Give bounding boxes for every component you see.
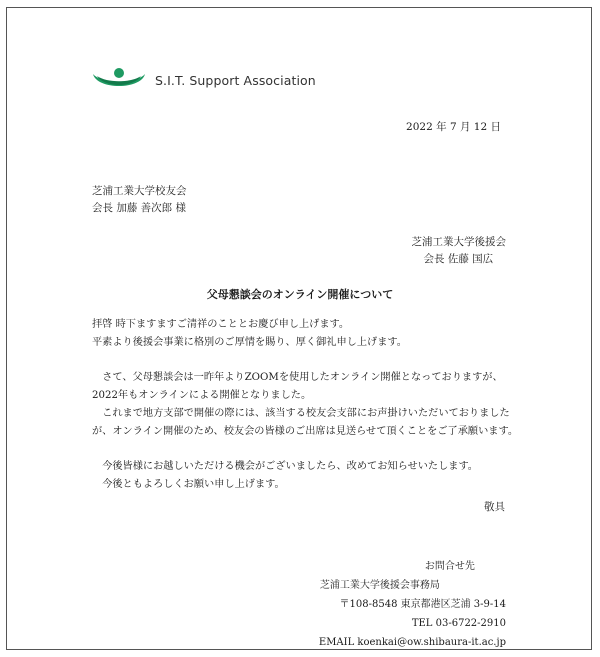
sender-organization: 芝浦工業大学後援会 [411,236,506,248]
letter-title: 父母懇談会のオンライン開催について [206,288,394,301]
paragraph: 平素より後援会事業に格別のご厚情を賜り、厚く御礼申し上げます。 [92,336,407,348]
contact-address: 〒108-8548 東京都港区芝浦 3-9-14 [339,599,506,610]
letter-body [92,316,522,494]
paragraph: 今後皆様にお越しいただける機会がございましたら、改めてお知らせいたします。 [102,461,478,473]
recipient-block [92,183,187,217]
logo [91,66,316,94]
logo-text: S.I.T. Support Association [155,72,316,88]
contact-block [319,557,506,652]
contact-office: 芝浦工業大学後援会事務局 [319,580,440,591]
recipient-organization: 芝浦工業大学校友会 [92,185,187,197]
association-logo-icon [91,66,147,94]
letter-page [6,7,592,650]
contact-email: EMAIL koenkai@ow.shibaura-it.ac.jp [318,637,506,648]
sender-person: 会長 佐藤 国広 [423,253,494,265]
letter-date: 2022 年 7 月 12 日 [406,121,501,133]
recipient-person: 会長 加藤 善次郎 様 [92,202,187,214]
paragraph: これまで地方支部で開催の際には、該当する校友会支部にお声掛けいただいておりましたが、オンライン開催のため、校友会の皆様のご出席は見送らせて頂くことをご了承願います。 [92,407,519,437]
paragraph: さて、父母懇談会は一昨年よりZOOMを使用したオンライン開催となっておりますが、2022年もオンラインによる開催となりました。 [92,372,503,402]
sender-block [412,234,507,268]
letter-closing: 敬具 [484,501,505,513]
contact-label: お問合せ先 [424,561,475,572]
contact-tel: TEL 03-6722-2910 [411,618,506,629]
paragraph: 拝啓 時下ますますご清祥のこととお慶び申し上げます。 [92,319,350,330]
paragraph: 今後ともよろしくお願い申し上げます。 [102,479,285,491]
